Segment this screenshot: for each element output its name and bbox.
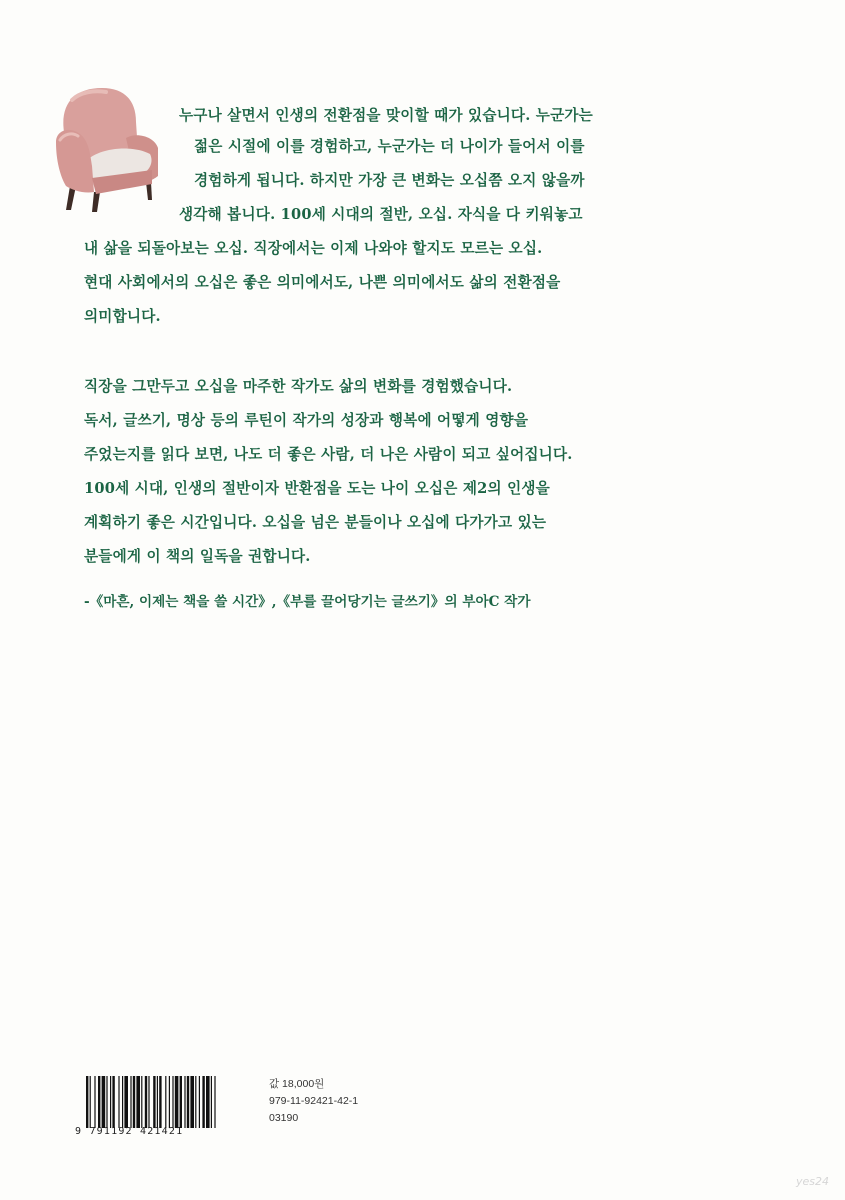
text-line: 100세 시대, 인생의 절반이자 반환점을 도는 나이 오십은 제2의 인생을 (84, 480, 550, 497)
text-line: 생각해 봅니다. 100세 시대의 절반, 오십. 자식을 다 키워놓고 (179, 206, 583, 223)
armchair-illustration (50, 82, 168, 214)
text-line: 직장을 그만두고 오십을 마주한 작가도 삶의 변화를 경험했습니다. (84, 378, 513, 395)
author-credit: -《마흔, 이제는 책을 쓸 시간》,《부를 끌어당기는 글쓰기》의 부아C 작가 (84, 594, 531, 610)
barcode-digits: 9 791192 421421 (75, 1126, 184, 1137)
text-line: 경험하게 됩니다. 하지만 가장 큰 변화는 오십쯤 오지 않을까 (194, 172, 585, 189)
text-line: 주었는지를 읽다 보면, 나도 더 좋은 사람, 더 나은 사람이 되고 싶어집니다. (84, 446, 573, 463)
text-line: 내 삶을 되돌아보는 오십. 직장에서는 이제 나와야 할지도 모르는 오십. (84, 240, 543, 257)
text-line: 계획하기 좋은 시간입니다. 오십을 넘은 분들이나 오십에 다가가고 있는 (84, 514, 547, 531)
isbn-barcode (85, 1076, 255, 1128)
classification-code: 03190 (269, 1112, 299, 1124)
price-label: 값 18,000원 (269, 1078, 325, 1090)
text-line: 의미합니다. (84, 308, 161, 325)
text-line: 누구나 살면서 인생의 전환점을 맞이할 때가 있습니다. 누군가는 (179, 107, 593, 124)
text-line: 젊은 시절에 이를 경험하고, 누군가는 더 나이가 들어서 이를 (194, 138, 585, 155)
publication-info (269, 1076, 358, 1127)
text-line: 현대 사회에서의 오십은 좋은 의미에서도, 나쁜 의미에서도 삶의 전환점을 (84, 274, 561, 291)
text-line: 독서, 글쓰기, 명상 등의 루틴이 작가의 성장과 행복에 어떻게 영향을 (84, 412, 529, 429)
text-line: 분들에게 이 책의 일독을 권합니다. (84, 548, 311, 565)
watermark-logo: yes24 (795, 1175, 829, 1188)
isbn-number: 979-11-92421-42-1 (269, 1095, 359, 1107)
